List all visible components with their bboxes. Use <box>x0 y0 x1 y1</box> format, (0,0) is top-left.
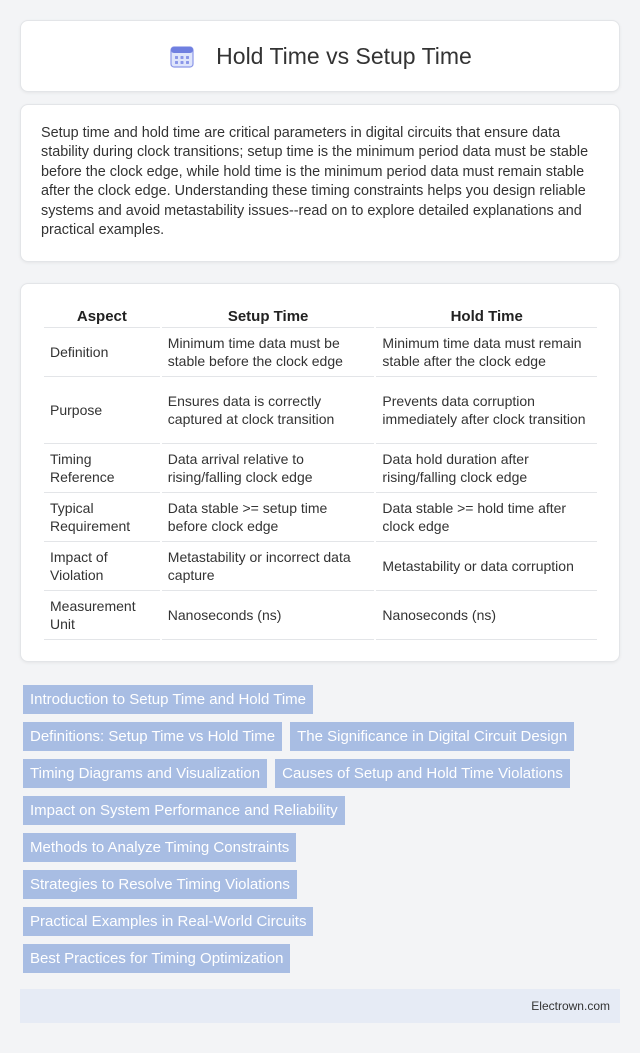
table-row <box>44 542 597 591</box>
row-hold-cell: Metastability or data corruption <box>376 542 597 591</box>
row-aspect-cell: Measurement Unit <box>44 591 160 640</box>
table-row <box>44 591 597 640</box>
row-setup-cell: Data stable >= setup time before clock edge <box>162 493 375 542</box>
footer <box>20 989 620 1023</box>
table-row <box>44 377 597 444</box>
header-card <box>20 20 620 92</box>
comparison-table <box>42 306 599 640</box>
row-aspect-cell: Impact of Violation <box>44 542 160 591</box>
row-hold-cell: Data stable >= hold time after clock edge <box>376 493 597 542</box>
row-setup-cell: Ensures data is correctly captured at clock transition <box>162 377 375 444</box>
tag-link[interactable]: Impact on System Performance and Reliability <box>23 796 345 825</box>
topic-tags <box>20 685 620 981</box>
row-hold-cell: Minimum time data must remain stable after the clock edge <box>376 328 597 377</box>
row-hold-cell: Data hold duration after rising/falling clock edge <box>376 444 597 493</box>
footer-site-name: Electrown.com <box>531 999 610 1013</box>
row-aspect-cell: Definition <box>44 328 160 377</box>
table-row <box>44 493 597 542</box>
tag-link[interactable]: Causes of Setup and Hold Time Violations <box>275 759 570 788</box>
table-row <box>44 328 597 377</box>
tag-link[interactable]: Introduction to Setup Time and Hold Time <box>23 685 313 714</box>
intro-text: Setup time and hold time are critical parameters in digital circuits that ensure data stability during clock transitions; setup time is the minimum period data must be stable before the clock edge, while hold time is the minimum period data must remain stable after the clock edge. Understanding these timing constraints helps you design reliable systems and avoid metastability issues--read on to explore detailed explanations and practical examples. <box>41 125 589 239</box>
column-header-hold-time: Hold Time <box>376 306 597 328</box>
tag-link[interactable]: Definitions: Setup Time vs Hold Time <box>23 722 282 751</box>
column-header-aspect: Aspect <box>44 306 160 328</box>
row-aspect-cell: Timing Reference <box>44 444 160 493</box>
intro-card <box>20 104 620 262</box>
row-setup-cell: Minimum time data must be stable before the clock edge <box>162 328 375 377</box>
row-setup-cell: Nanoseconds (ns) <box>162 591 375 640</box>
tag-link[interactable]: Timing Diagrams and Visualization <box>23 759 267 788</box>
comparison-table-card <box>20 283 620 662</box>
column-header-setup-time: Setup Time <box>162 306 375 328</box>
row-hold-cell: Prevents data corruption immediately after clock transition <box>376 377 597 444</box>
tag-link[interactable]: The Significance in Digital Circuit Design <box>290 722 574 751</box>
table-header-row <box>44 306 597 328</box>
page-title: Hold Time vs Setup Time <box>216 42 472 69</box>
table-row <box>44 444 597 493</box>
tag-link[interactable]: Methods to Analyze Timing Constraints <box>23 833 296 862</box>
tag-link[interactable]: Best Practices for Timing Optimization <box>23 944 290 973</box>
tag-link[interactable]: Practical Examples in Real-World Circuits <box>23 907 313 936</box>
row-hold-cell: Nanoseconds (ns) <box>376 591 597 640</box>
row-setup-cell: Data arrival relative to rising/falling clock edge <box>162 444 375 493</box>
tag-link[interactable]: Strategies to Resolve Timing Violations <box>23 870 297 899</box>
row-aspect-cell: Typical Requirement <box>44 493 160 542</box>
row-setup-cell: Metastability or incorrect data capture <box>162 542 375 591</box>
row-aspect-cell: Purpose <box>44 377 160 444</box>
calendar-icon <box>168 42 196 70</box>
